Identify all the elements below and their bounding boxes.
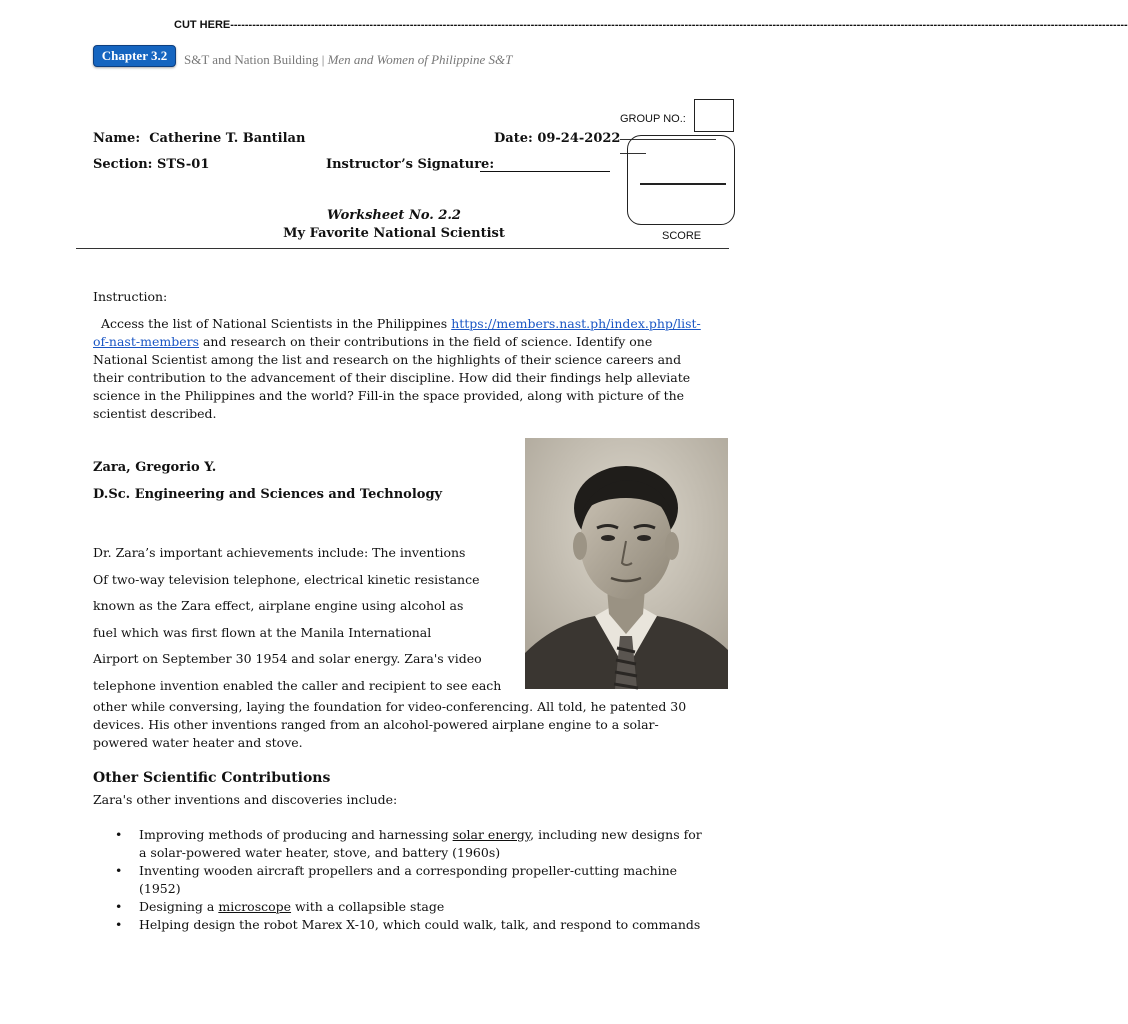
- section-label: Section:: [93, 157, 153, 172]
- name-label: Name:: [93, 131, 141, 146]
- group-number-label: GROUP NO.:: [620, 113, 686, 125]
- item-text: Improving methods of producing and harnessing: [139, 827, 453, 842]
- chapter-badge: Chapter 3.2: [93, 45, 176, 67]
- score-divider: [640, 183, 726, 185]
- list-item: [93, 898, 705, 916]
- contributions-list: [93, 826, 705, 934]
- contributions-heading: Other Scientific Contributions: [93, 770, 331, 786]
- list-item: [93, 826, 705, 862]
- instruction-paragraph: [93, 315, 705, 423]
- instruction-label: Instruction:: [93, 289, 168, 304]
- achievement-line: Airport on September 30 1954 and solar energy. Zara's video: [93, 651, 482, 666]
- achievement-line: telephone invention enabled the caller and recipient to see each: [93, 677, 502, 693]
- list-item: [93, 916, 705, 934]
- signature-line[interactable]: [480, 171, 610, 172]
- item-text: Inventing wooden aircraft propellers and a corresponding propeller-cutting machine (1952): [139, 863, 678, 896]
- date-label: Date:: [494, 131, 533, 146]
- cut-here-line: CUT HERE-----------------------------------------------------------------------------------------------------------------------------------------------------------------------------------------------------------------------------------------------------: [174, 19, 1128, 31]
- chapter-subtitle-italic: Men and Women of Philippine S&T: [327, 52, 513, 67]
- instruction-text-after: and research on their contributions in the field of science. Identify one National Scientist among the list and research on the highlights of their science careers and their contribution to the advancement of their discipline. How did their findings help alleviate science in the Philippines and the world? Fill-in the space provided, along with picture of the scientist described.: [93, 334, 691, 421]
- scientist-portrait: [525, 438, 728, 689]
- group-number-box[interactable]: [694, 99, 734, 132]
- achievements-continuation: other while conversing, laying the foundation for video-conferencing. All told, he patented 30 devices. His other inventions ranged from an alcohol-powered airplane engine to a solar-powered water heater and stove.: [93, 699, 687, 750]
- achievement-line: Dr. Zara’s important achievements include: The inventions: [93, 545, 466, 560]
- worksheet-number: Worksheet No. 2.2: [327, 208, 461, 223]
- name-field: [93, 131, 305, 146]
- worksheet-title: My Favorite National Scientist: [283, 226, 505, 241]
- nast-members-link[interactable]: https://members.nast.ph/index.php/list-of-nast-members: [93, 316, 701, 349]
- achievements-lines: [93, 540, 501, 699]
- chapter-subtitle-main: S&T and Nation Building |: [184, 52, 328, 67]
- solar-energy-link[interactable]: solar energy: [452, 827, 531, 842]
- instruction-text-before: Access the list of National Scientists in the Philippines: [100, 316, 452, 331]
- achievement-line: Of two-way television telephone, electrical kinetic resistance: [93, 571, 480, 587]
- section-field: [93, 157, 209, 172]
- chapter-subtitle: [184, 52, 512, 68]
- contributions-intro: Zara's other inventions and discoveries include:: [93, 792, 398, 807]
- item-text: , including new designs for a solar-powered water heater, stove, and battery (1960s): [139, 827, 702, 860]
- score-box[interactable]: [627, 135, 735, 225]
- scientist-name: Zara, Gregorio Y.: [93, 460, 217, 475]
- achievement-line: fuel which was first flown at the Manila International: [93, 624, 432, 640]
- score-label: SCORE: [662, 230, 702, 242]
- achievement-line: known as the Zara effect, airplane engine using alcohol as: [93, 598, 464, 613]
- date-value: 09-24-2022: [537, 131, 621, 146]
- header-rule: [76, 248, 729, 249]
- item-text: Helping design the robot Marex X-10, which could walk, talk, and respond to commands: [139, 917, 701, 932]
- item-text: Designing a: [139, 899, 219, 914]
- item-text: with a collapsible stage: [291, 899, 445, 914]
- section-value: STS-01: [156, 157, 210, 172]
- signature-label: Instructor’s Signature:: [326, 157, 495, 172]
- portrait-image: [525, 438, 728, 689]
- list-item: [93, 862, 705, 898]
- date-field: [494, 131, 620, 146]
- name-value: Catherine T. Bantilan: [149, 131, 306, 146]
- scientist-field: D.Sc. Engineering and Sciences and Technology: [93, 487, 443, 502]
- microscope-link[interactable]: microscope: [218, 899, 292, 914]
